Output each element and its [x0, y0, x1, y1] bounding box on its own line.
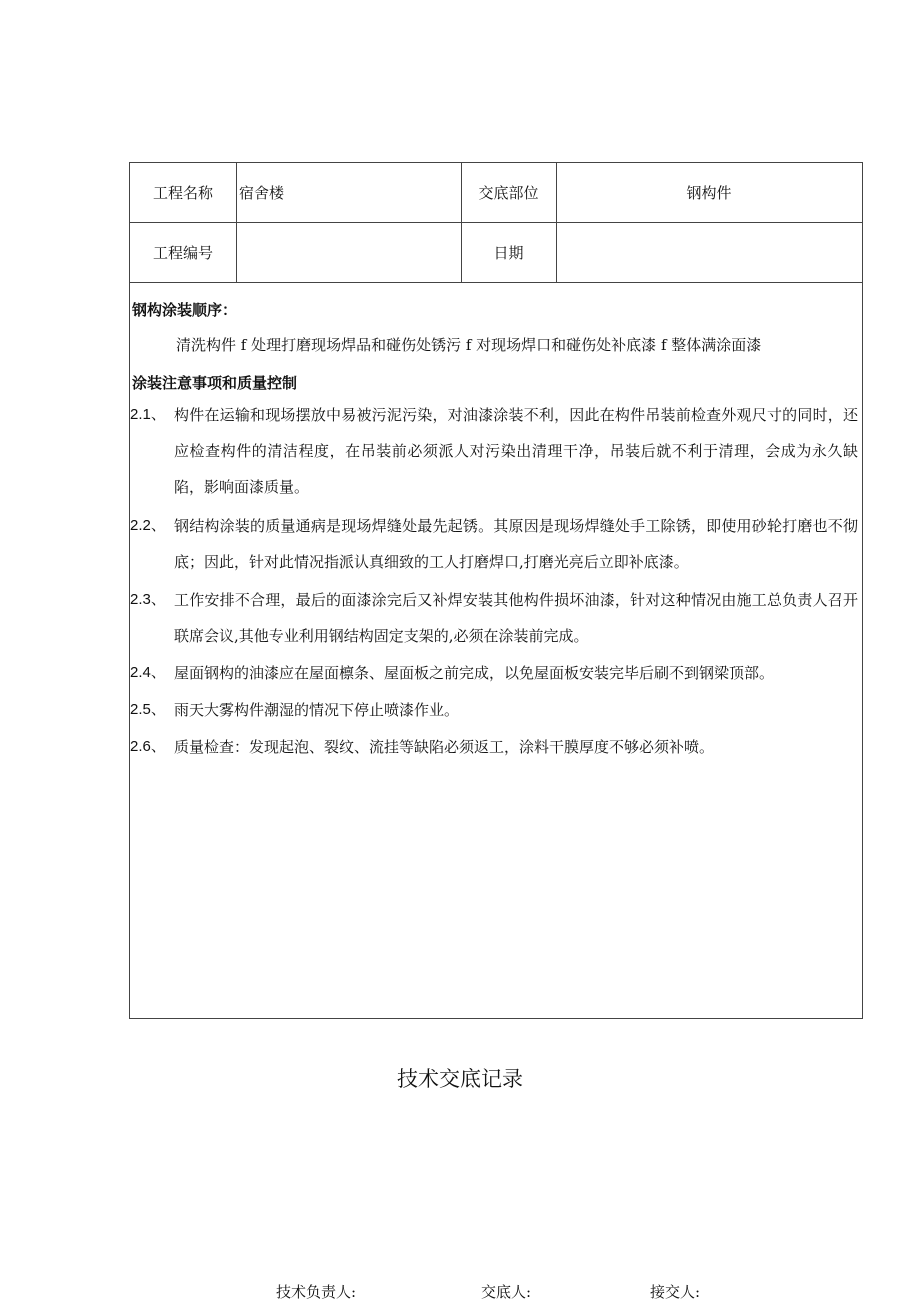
note-item [130, 508, 864, 580]
note-text: 雨天大雾构件潮湿的情况下停止喷漆作业。 [174, 701, 460, 719]
note-number: 2.4、 [130, 664, 166, 681]
notes-heading: 涂装注意事项和质量控制 [132, 374, 298, 392]
sequence-heading: 钢构涂装顺序： [132, 301, 238, 319]
tech-lead-signature-label: 技术负责人: [276, 1283, 357, 1301]
note-number: 2.6、 [130, 738, 166, 755]
column-divider [236, 163, 237, 283]
note-text: 构件在运输和现场摆放中易被污泥污染，对油漆涂装不利，因此在构件吊装前检查外观尺寸的同时，还应检查构件的清洁程度，在吊装前必须派人对污染出清理干净，吊装后就不利于清理，会成为永久缺陷，影响面漆质量。 [174, 406, 858, 496]
project-name-label: 工程名称 [152, 184, 213, 202]
note-item [130, 692, 864, 728]
part-value: 钢构件 [686, 184, 732, 202]
document-title: 技术交底记录 [397, 1067, 523, 1091]
note-text: 钢结构涂装的质量通病是现场焊缝处最先起锈。其原因是现场焊缝处手工除锈，即使用砂轮打磨也不彻底；因此，针对此情况指派认真细致的工人打磨焊口,打磨光亮后立即补底漆。 [174, 517, 858, 571]
project-name-value: 宿舍楼 [239, 184, 285, 202]
note-text: 工作安排不合理，最后的面漆涂完后又补焊安装其他构件损坏油漆，针对这种情况由施工总负责人召开联席会议,其他专业利用钢结构固定支架的,必须在涂装前完成。 [174, 591, 858, 645]
row-divider [130, 282, 862, 283]
receiver-signature-label: 接交人: [650, 1283, 701, 1301]
column-divider [556, 163, 557, 283]
briefing-form [129, 162, 863, 1019]
note-text: 屋面钢构的油漆应在屋面檩条、屋面板之前完成，以免屋面板安装完毕后刷不到钢梁顶部。 [174, 664, 775, 682]
note-number: 2.3、 [130, 591, 166, 608]
note-item [130, 655, 864, 691]
note-item [130, 397, 864, 505]
project-no-label: 工程编号 [152, 244, 213, 262]
briefer-signature-label: 交底人: [481, 1283, 532, 1301]
note-number: 2.1、 [130, 406, 166, 423]
note-item [130, 729, 864, 765]
column-divider [461, 163, 462, 283]
part-label: 交底部位 [478, 184, 539, 202]
note-item [130, 582, 864, 654]
row-divider [130, 222, 862, 223]
date-label: 日期 [493, 244, 524, 262]
note-number: 2.5、 [130, 701, 166, 718]
note-text: 质量检查：发现起泡、裂纹、流挂等缺陷必须返工，涂料干膜厚度不够必须补喷。 [174, 738, 715, 756]
note-number: 2.2、 [130, 517, 166, 534]
sequence-text: 清洗构件 f 处理打磨现场焊品和碰伤处锈污 f 对现场焊口和碰伤处补底漆 f 整体满涂面漆 [176, 336, 762, 354]
